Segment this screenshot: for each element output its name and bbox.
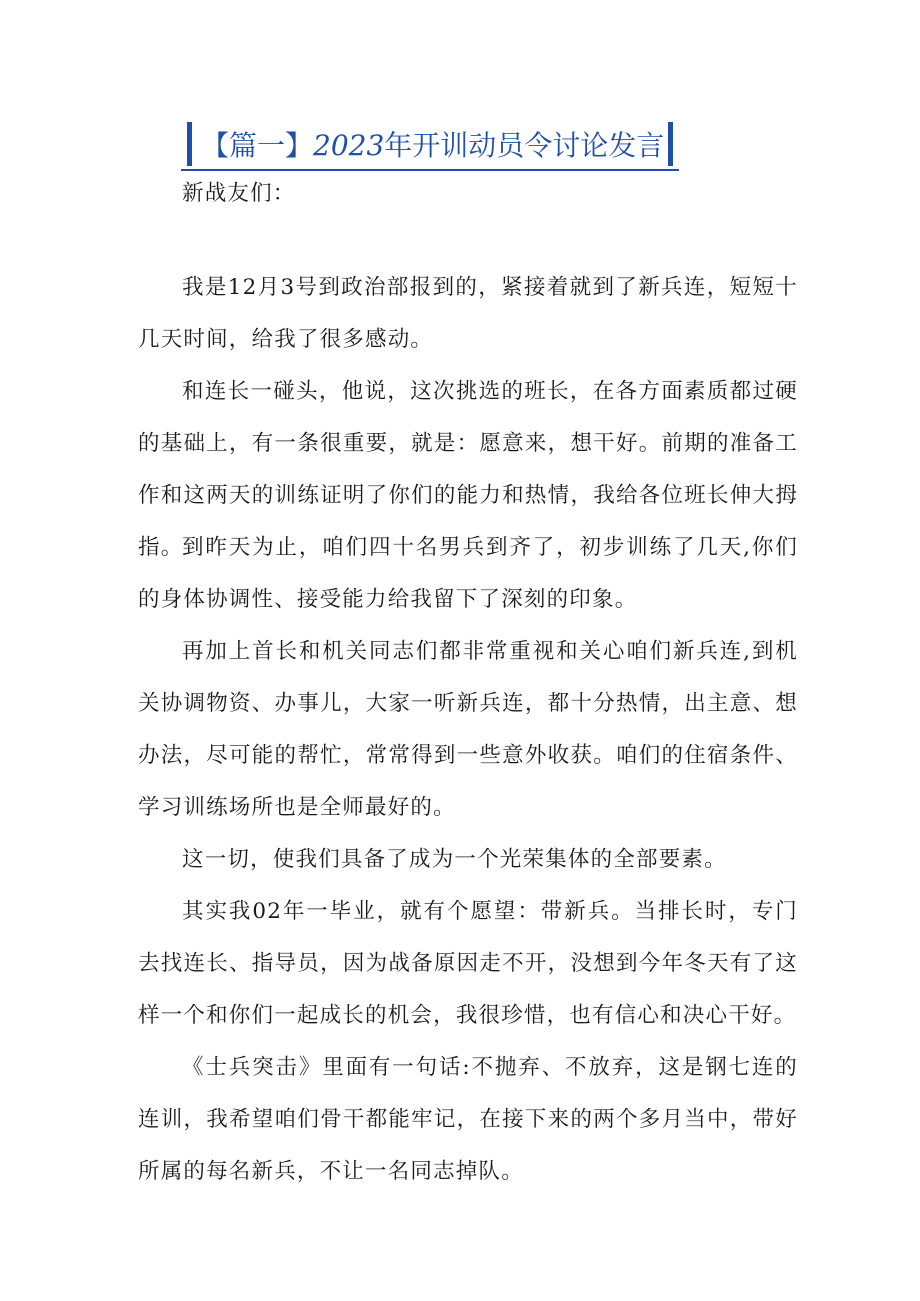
title-rest: 年开训动员令讨论发言: [384, 129, 665, 162]
title-right-bar: [668, 122, 673, 166]
paragraph-5: 这一切，使我们具备了成为一个光荣集体的全部要素。: [182, 847, 727, 872]
title-prefix: 【篇一】: [201, 129, 314, 162]
paragraph-1: 我是12月3号到政治部报到的，紧接着就到了新兵连，短短十几天时间，给我了很多感动。: [138, 275, 798, 352]
paragraph-4: 再加上首长和机关同志们都非常重视和关心咱们新兵连,到机关协调物资、办事儿，大家一听新兵连，都十分热情，出主意、想办法，尽可能的帮忙，常常得到一些意外收获。咱们的住宿条件、学习训练场所也是全师最好的。: [138, 639, 798, 820]
paragraph-6: 其实我02年一毕业，就有个愿望：带新兵。当排长时，专门去找连长、指导员，因为战备原因走不开，没想到今年冬天有了这样一个和你们一起成长的机会，我很珍惜，也有信心和决心干好。: [138, 899, 798, 1028]
greeting: 新战友们：: [182, 181, 296, 206]
title-left-bar: [187, 122, 192, 166]
title-block: [181, 118, 679, 172]
paragraph-2: 和连长一碰头，他说，这次挑选的班长，在各方面素质都过硬的基础上，有一条很重要，就是：愿意来，想干好。前期的准备工作和这两天的训练证明了你们的能力和热情，我给各位班长伸大拇指。: [138, 379, 798, 560]
paragraph-7: 《士兵突击》里面有一句话:不抛弃、不放弃，这是钢七连的连训，我希望咱们骨干都能牢记，在接下来的两个多月当中，带好所属的每名新兵，不让一名同志掉队。: [138, 1055, 798, 1184]
document-title: [201, 130, 664, 162]
title-year: 2023: [313, 129, 385, 162]
paragraph-3: 到昨天为止，咱们四十名男兵到齐了，初步训练了几天,你们的身体协调性、接受能力给我留下了深刻的印象。: [138, 535, 798, 612]
title-underline: [181, 169, 679, 171]
